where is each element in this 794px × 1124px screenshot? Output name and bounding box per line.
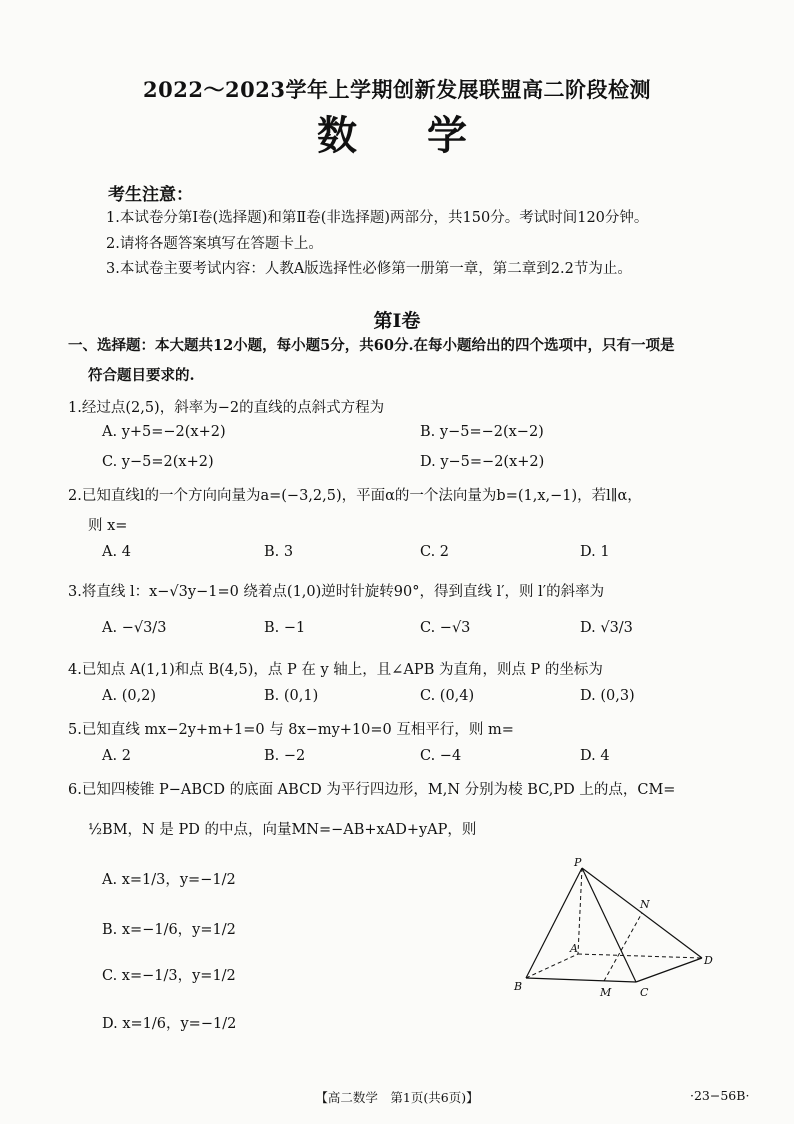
vertex-label-n: N	[640, 898, 650, 911]
option-c: C. −√3	[420, 620, 471, 636]
vertex-label-a: A	[570, 942, 578, 955]
vertex-label-d: D	[704, 954, 713, 967]
option-d: D. 4	[580, 748, 610, 764]
subject-title: 数学	[317, 112, 537, 159]
option-a: A. y+5=−2(x+2)	[102, 424, 226, 440]
question-stem-cont: 则 x=	[88, 518, 128, 534]
vertex-label-p: P	[574, 856, 582, 869]
option-c: C. y−5=2(x+2)	[102, 454, 214, 470]
question-stem: 5.已知直线 mx−2y+m+1=0 与 8x−my+10=0 互相平行，则 m=	[68, 722, 514, 738]
option-d: D. x=1/6，y=−1/2	[102, 1016, 237, 1032]
question-stem: 1.经过点(2,5)，斜率为−2的直线的点斜式方程为	[68, 400, 385, 416]
option-d: D. √3/3	[580, 620, 633, 636]
option-c: C. (0,4)	[420, 688, 475, 704]
option-a: A. 4	[102, 544, 131, 560]
option-c: C. 2	[420, 544, 450, 560]
question-stem: 4.已知点 A(1,1)和点 B(4,5)，点 P 在 y 轴上，且∠APB 为直角，则点 P 的坐标为	[68, 662, 603, 678]
notice-item: 2.请将各题答案填写在答题卡上。	[106, 236, 323, 252]
vertex-label-c: C	[640, 986, 649, 999]
option-b: B. (0,1)	[264, 688, 319, 704]
section-instructions: 一、选择题：本大题共12小题，每小题5分，共60分.在每小题给出的四个选项中，只有一项是	[68, 337, 675, 354]
pyramid-figure	[512, 854, 722, 1004]
option-b: B. x=−1/6，y=1/2	[102, 922, 236, 938]
question-stem-cont: ½BM，N 是 PD 的中点，向量MN=−AB+xAD+yAP，则	[88, 822, 477, 838]
option-b: B. −2	[264, 748, 306, 764]
option-c: C. −4	[420, 748, 462, 764]
vertex-label-b: B	[514, 980, 523, 993]
question-stem: 3.将直线 l：x−√3y−1=0 绕着点(1,0)逆时针旋转90°，得到直线 l′，则 l′的斜率为	[68, 584, 605, 600]
paper-code: ·23−56B·	[690, 1088, 750, 1103]
part-title: 第Ⅰ卷	[373, 310, 421, 332]
question-stem: 6.已知四棱锥 P−ABCD 的底面 ABCD 为平行四边形，M,N 分别为棱 BC,PD 上的点，CM=	[68, 782, 676, 798]
option-a: A. (0,2)	[102, 688, 157, 704]
option-b: B. 3	[264, 544, 294, 560]
option-a: A. −√3/3	[102, 620, 167, 636]
option-b: B. −1	[264, 620, 306, 636]
notice-heading: 考生注意：	[108, 185, 193, 205]
option-d: D. 1	[580, 544, 610, 560]
option-a: A. 2	[102, 748, 131, 764]
section-instructions-cont: 符合题目要求的.	[88, 367, 195, 384]
option-d: D. (0,3)	[580, 688, 635, 704]
notice-item: 3.本试卷主要考试内容：人教A版选择性必修第一册第一章，第二章到2.2节为止。	[106, 261, 632, 277]
option-a: A. x=1/3，y=−1/2	[102, 872, 236, 888]
exam-title: 2022～2023学年上学期创新发展联盟高二阶段检测	[143, 77, 651, 102]
question-stem: 2.已知直线l的一个方向向量为a=(−3,2,5)，平面α的一个法向量为b=(1,x,−1)，若l∥α，	[68, 488, 642, 504]
page-footer: 【高二数学 第1页(共6页)】	[315, 1090, 479, 1105]
vertex-label-m: M	[600, 986, 612, 999]
notice-item: 1.本试卷分第Ⅰ卷(选择题)和第Ⅱ卷(非选择题)两部分，共150分。考试时间120分钟。	[106, 210, 649, 226]
option-b: B. y−5=−2(x−2)	[420, 424, 544, 440]
option-c: C. x=−1/3，y=1/2	[102, 968, 236, 984]
option-d: D. y−5=−2(x+2)	[420, 454, 545, 470]
